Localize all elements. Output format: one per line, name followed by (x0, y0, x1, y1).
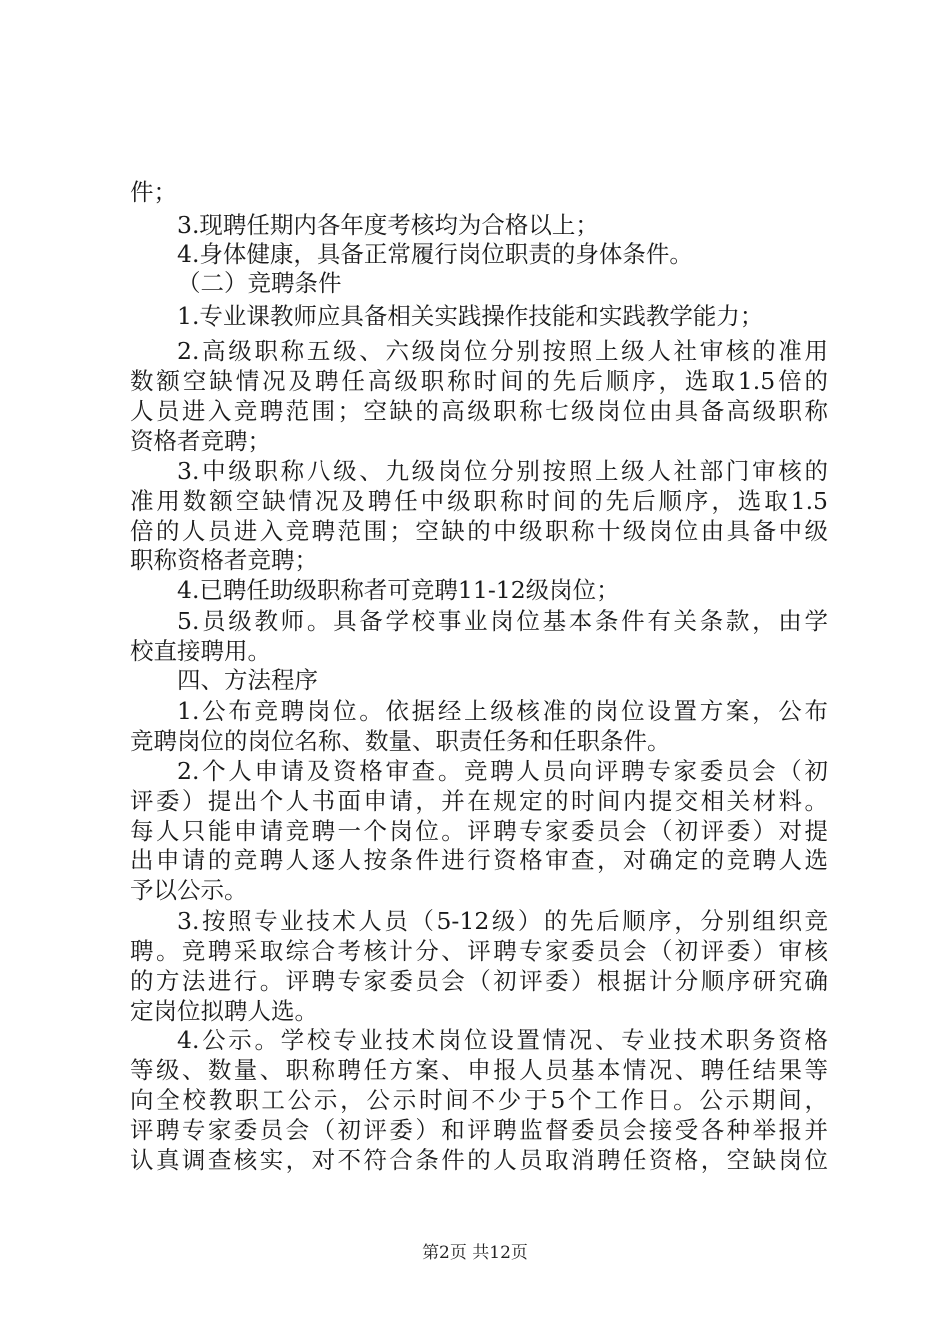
text-line: 定岗位拟聘人选。 (130, 997, 318, 1025)
text-line: 的方法进行。评聘专家委员会（初评委）根据计分顺序研究确 (130, 967, 828, 995)
text-line: 1.专业课教师应具备相关实践操作技能和实践教学能力； (177, 302, 764, 330)
page-footer: 第2页 共12页 (422, 1243, 528, 1263)
text-line: 5.员级教师。具备学校事业岗位基本条件有关条款，由学 (177, 607, 828, 635)
text-line: 件； (130, 178, 177, 206)
text-line: 评委）提出个人书面申请，并在规定的时间内提交相关材料。 (130, 787, 828, 815)
text-line: 出申请的竞聘人逐人按条件进行资格审查，对确定的竞聘人选 (130, 846, 828, 874)
text-line: 人员进入竞聘范围；空缺的高级职称七级岗位由具备高级职称 (130, 397, 828, 425)
text-line: 2.个人申请及资格审查。竞聘人员向评聘专家委员会（初 (177, 757, 828, 785)
text-line: 资格者竞聘； (130, 427, 271, 455)
text-line: 聘。竞聘采取综合考核计分、评聘专家委员会（初评委）审核 (130, 937, 828, 965)
text-line: 等级、数量、职称聘任方案、申报人员基本情况、聘任结果等 (130, 1056, 828, 1084)
text-line: 职称资格者竞聘； (130, 546, 318, 574)
text-line: 认真调查核实，对不符合条件的人员取消聘任资格，空缺岗位 (130, 1146, 828, 1174)
text-line: 每人只能申请竞聘一个岗位。评聘专家委员会（初评委）对提 (130, 817, 828, 845)
text-line: 向全校教职工公示，公示时间不少于5个工作日。公示期间， (130, 1086, 828, 1114)
text-line: 倍的人员进入竞聘范围；空缺的中级职称十级岗位由具备中级 (130, 517, 828, 545)
text-line: 3.现聘任期内各年度考核均为合格以上； (177, 211, 599, 239)
text-line: 准用数额空缺情况及聘任中级职称时间的先后顺序，选取1.5 (130, 487, 828, 515)
text-line: 4.已聘任助级职称者可竞聘11-12级岗位； (177, 576, 620, 604)
text-line: 评聘专家委员会（初评委）和评聘监督委员会接受各种举报并 (130, 1116, 828, 1144)
text-line: 4.公示。学校专业技术岗位设置情况、专业技术职务资格 (177, 1026, 828, 1054)
text-line: 1.公布竞聘岗位。依据经上级核准的岗位设置方案，公布 (177, 697, 828, 725)
text-line: 2.高级职称五级、六级岗位分别按照上级人社审核的准用 (177, 337, 828, 365)
text-line: 予以公示。 (130, 876, 248, 904)
section-heading: （二）竞聘条件 (177, 269, 342, 297)
text-line: 3.按照专业技术人员（5-12级）的先后顺序，分别组织竞 (177, 907, 828, 935)
text-line: 4.身体健康，具备正常履行岗位职责的身体条件。 (177, 240, 693, 268)
text-line: 校直接聘用。 (130, 637, 271, 665)
text-line: 竞聘岗位的岗位名称、数量、职责任务和任职条件。 (130, 727, 671, 755)
text-line: 3.中级职称八级、九级岗位分别按照上级人社部门审核的 (177, 457, 828, 485)
text-line: 数额空缺情况及聘任高级职称时间的先后顺序，选取1.5倍的 (130, 367, 828, 395)
section-heading: 四、方法程序 (177, 666, 318, 694)
